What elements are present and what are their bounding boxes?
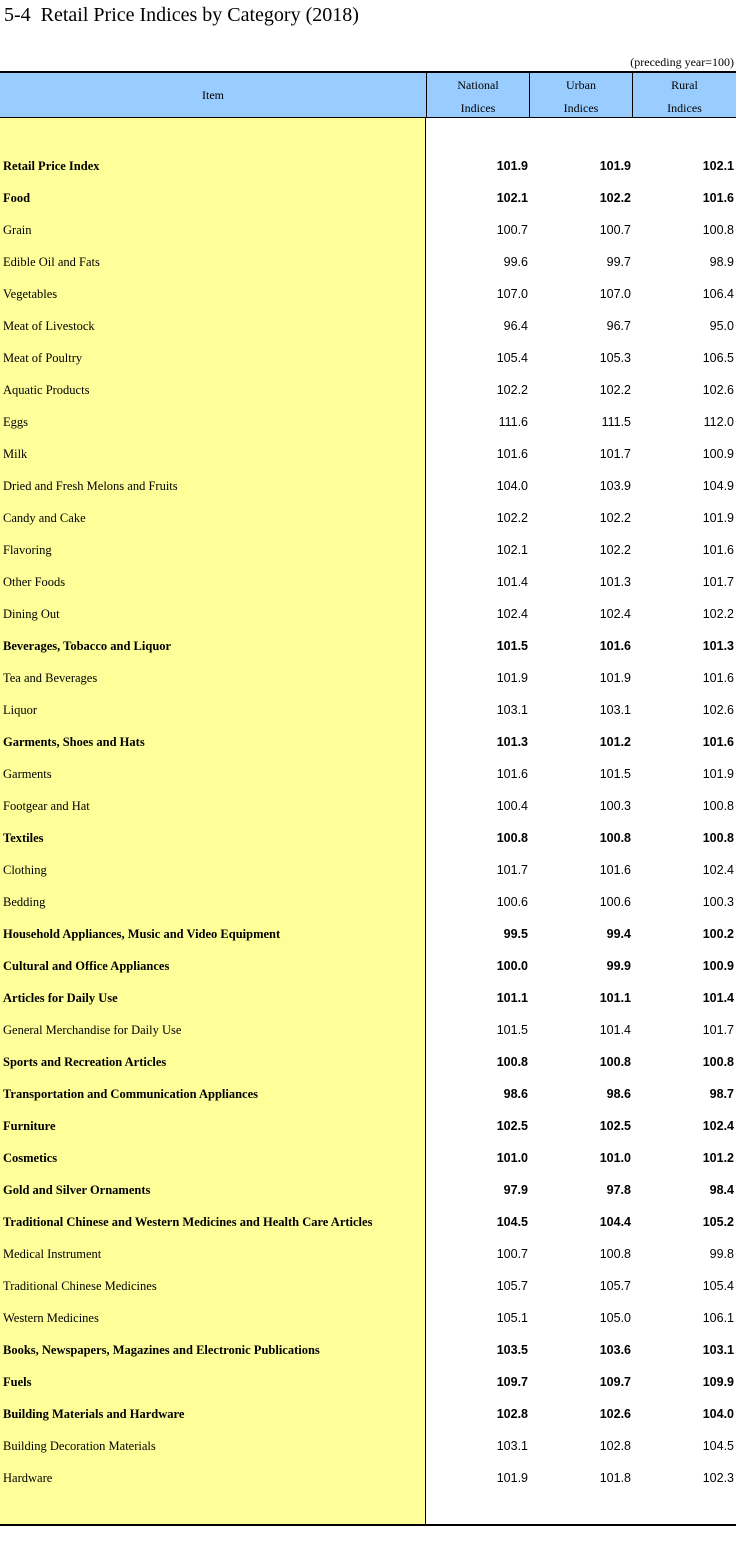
table-row <box>0 982 736 1014</box>
row-item-name: Retail Price Index <box>3 159 100 173</box>
table-row <box>0 150 736 182</box>
row-urban-value: 102.4 <box>599 607 631 621</box>
row-rural-value: 103.1 <box>702 1343 734 1357</box>
table-row <box>0 790 736 822</box>
row-urban-value: 96.7 <box>606 319 631 333</box>
row-item-name: Meat of Livestock <box>3 319 95 333</box>
row-urban-value: 103.1 <box>599 703 631 717</box>
table-row <box>0 1206 736 1238</box>
row-item-name: Articles for Daily Use <box>3 991 118 1005</box>
row-item-name: Furniture <box>3 1119 56 1133</box>
row-rural-value: 101.2 <box>702 1151 734 1165</box>
table-bottom-rule <box>0 1524 736 1526</box>
row-national-value: 100.0 <box>496 959 528 973</box>
table-row <box>0 246 736 278</box>
table-row <box>0 374 736 406</box>
row-rural-value: 105.2 <box>702 1215 734 1229</box>
row-urban-value: 100.8 <box>599 831 631 845</box>
row-item-name: Clothing <box>3 863 47 877</box>
row-urban-value: 101.9 <box>599 671 631 685</box>
row-urban-value: 99.7 <box>606 255 631 269</box>
header-national-line1: National <box>457 78 499 92</box>
row-urban-value: 101.2 <box>599 735 631 749</box>
row-rural-value: 106.1 <box>702 1311 734 1325</box>
row-urban-value: 103.6 <box>599 1343 631 1357</box>
row-item-name: Cultural and Office Appliances <box>3 959 170 973</box>
row-item-name: Western Medicines <box>3 1311 99 1325</box>
row-national-value: 99.5 <box>503 927 528 941</box>
row-rural-value: 101.6 <box>702 543 734 557</box>
table-row <box>0 342 736 374</box>
header-national-line2: Indices <box>460 101 496 115</box>
row-item-name: Liquor <box>3 703 38 717</box>
row-rural-value: 98.4 <box>709 1183 734 1197</box>
row-item-name: Cosmetics <box>3 1151 58 1165</box>
row-urban-value: 101.6 <box>599 639 631 653</box>
row-rural-value: 101.6 <box>702 671 734 685</box>
row-item-name: Hardware <box>3 1471 53 1485</box>
table-row <box>0 886 736 918</box>
header-national <box>426 73 529 118</box>
row-item-name: Grain <box>3 223 32 237</box>
row-urban-value: 109.7 <box>599 1375 631 1389</box>
row-item-name: Edible Oil and Fats <box>3 255 100 269</box>
row-urban-value: 101.4 <box>599 1023 631 1037</box>
table-row <box>0 310 736 342</box>
row-national-value: 101.5 <box>496 639 528 653</box>
row-national-value: 102.2 <box>496 511 528 525</box>
row-national-value: 100.8 <box>496 1055 528 1069</box>
row-national-value: 101.4 <box>496 575 528 589</box>
row-national-value: 100.6 <box>496 895 528 909</box>
header-item: Item <box>202 88 224 102</box>
row-rural-value: 100.8 <box>702 831 734 845</box>
row-rural-value: 104.9 <box>702 479 734 493</box>
row-rural-value: 100.8 <box>702 1055 734 1069</box>
row-national-value: 100.4 <box>496 799 528 813</box>
row-national-value: 101.3 <box>496 735 528 749</box>
row-national-value: 104.0 <box>496 479 528 493</box>
row-urban-value: 102.2 <box>599 191 631 205</box>
table-row <box>0 1366 736 1398</box>
row-national-value: 103.1 <box>496 1439 528 1453</box>
row-rural-value: 106.4 <box>702 287 734 301</box>
row-rural-value: 100.8 <box>702 799 734 813</box>
row-rural-value: 102.3 <box>702 1471 734 1485</box>
table-row <box>0 1334 736 1366</box>
row-national-value: 111.6 <box>498 415 528 429</box>
table-row <box>0 1398 736 1430</box>
row-rural-value: 102.6 <box>702 383 734 397</box>
row-national-value: 100.7 <box>496 1247 528 1261</box>
header-urban-line1: Urban <box>566 78 596 92</box>
table-row <box>0 182 736 214</box>
row-item-name: Beverages, Tobacco and Liquor <box>3 639 172 653</box>
row-urban-value: 102.2 <box>599 511 631 525</box>
table-row <box>0 470 736 502</box>
row-item-name: Fuels <box>3 1375 32 1389</box>
row-national-value: 102.2 <box>496 383 528 397</box>
row-national-value: 102.5 <box>496 1119 528 1133</box>
table-row <box>0 1238 736 1270</box>
header-rural <box>632 73 736 118</box>
row-item-name: Milk <box>3 447 28 461</box>
row-rural-value: 98.9 <box>709 255 734 269</box>
row-rural-value: 101.3 <box>702 639 734 653</box>
row-rural-value: 100.8 <box>702 223 734 237</box>
row-rural-value: 101.7 <box>702 575 734 589</box>
row-urban-value: 102.8 <box>599 1439 631 1453</box>
row-urban-value: 100.8 <box>599 1247 631 1261</box>
row-urban-value: 107.0 <box>599 287 631 301</box>
table-row <box>0 950 736 982</box>
row-rural-value: 102.6 <box>702 703 734 717</box>
table-row <box>0 1078 736 1110</box>
table-row <box>0 502 736 534</box>
table-row <box>0 662 736 694</box>
table-row <box>0 630 736 662</box>
table-body <box>0 150 736 1494</box>
row-rural-value: 100.9 <box>702 447 734 461</box>
row-urban-value: 111.5 <box>601 415 631 429</box>
row-rural-value: 105.4 <box>702 1279 734 1293</box>
row-item-name: Vegetables <box>3 287 58 301</box>
row-national-value: 103.1 <box>496 703 528 717</box>
row-item-name: Building Decoration Materials <box>3 1439 156 1453</box>
row-urban-value: 105.7 <box>599 1279 631 1293</box>
row-urban-value: 100.3 <box>599 799 631 813</box>
row-national-value: 101.6 <box>496 767 528 781</box>
row-national-value: 101.0 <box>496 1151 528 1165</box>
table-row <box>0 854 736 886</box>
row-item-name: Transportation and Communication Appliances <box>3 1087 259 1101</box>
row-national-value: 102.4 <box>496 607 528 621</box>
row-national-value: 101.6 <box>496 447 528 461</box>
row-rural-value: 100.2 <box>702 927 734 941</box>
page-title: 5-4 Retail Price Indices by Category (2018) <box>4 4 359 26</box>
row-rural-value: 100.9 <box>702 959 734 973</box>
table-row <box>0 214 736 246</box>
row-item-name: Dining Out <box>3 607 60 621</box>
row-urban-value: 102.5 <box>599 1119 631 1133</box>
row-item-name: Books, Newspapers, Magazines and Electronic Publications <box>3 1343 320 1357</box>
row-urban-value: 101.3 <box>599 575 631 589</box>
table-row <box>0 822 736 854</box>
table-row <box>0 758 736 790</box>
header-urban <box>529 73 632 118</box>
row-national-value: 105.7 <box>496 1279 528 1293</box>
row-item-name: Garments <box>3 767 52 781</box>
row-item-name: Traditional Chinese and Western Medicines and Health Care Articles <box>3 1215 373 1229</box>
price-index-table <box>0 71 736 1526</box>
row-urban-value: 105.0 <box>599 1311 631 1325</box>
header-urban-line2: Indices <box>563 101 599 115</box>
row-national-value: 103.5 <box>496 1343 528 1357</box>
row-rural-value: 100.3 <box>702 895 734 909</box>
row-item-name: Textiles <box>3 831 44 845</box>
table-row <box>0 406 736 438</box>
row-urban-value: 101.7 <box>599 447 631 461</box>
row-rural-value: 101.9 <box>702 511 734 525</box>
row-item-name: Sports and Recreation Articles <box>3 1055 167 1069</box>
row-urban-value: 103.9 <box>599 479 631 493</box>
row-item-name: Food <box>3 191 31 205</box>
row-rural-value: 101.9 <box>702 767 734 781</box>
row-urban-value: 98.6 <box>606 1087 631 1101</box>
row-national-value: 101.9 <box>496 671 528 685</box>
row-national-value: 100.8 <box>496 831 528 845</box>
table-row <box>0 566 736 598</box>
row-rural-value: 99.8 <box>709 1247 734 1261</box>
row-urban-value: 102.6 <box>599 1407 631 1421</box>
row-rural-value: 98.7 <box>709 1087 734 1101</box>
row-rural-value: 104.0 <box>702 1407 734 1421</box>
row-item-name: Bedding <box>3 895 46 909</box>
row-item-name: Gold and Silver Ornaments <box>3 1183 151 1197</box>
row-item-name: Eggs <box>3 415 28 429</box>
table-row <box>0 598 736 630</box>
row-rural-value: 102.4 <box>702 863 734 877</box>
row-rural-value: 102.1 <box>702 159 734 173</box>
unit-note: (preceding year=100) <box>630 55 734 69</box>
row-rural-value: 112.0 <box>703 415 734 429</box>
header-rural-line1: Rural <box>671 78 698 92</box>
row-urban-value: 99.9 <box>606 959 631 973</box>
row-item-name: Garments, Shoes and Hats <box>3 735 145 749</box>
table-row <box>0 694 736 726</box>
row-national-value: 101.7 <box>496 863 528 877</box>
table-row <box>0 1014 736 1046</box>
row-national-value: 102.8 <box>496 1407 528 1421</box>
table-row <box>0 1462 736 1494</box>
row-national-value: 105.1 <box>496 1311 528 1325</box>
table-row <box>0 1430 736 1462</box>
table-row <box>0 534 736 566</box>
row-national-value: 101.9 <box>496 1471 528 1485</box>
row-national-value: 99.6 <box>503 255 528 269</box>
table-row <box>0 1302 736 1334</box>
row-item-name: Tea and Beverages <box>3 671 98 685</box>
row-item-name: Aquatic Products <box>3 383 90 397</box>
row-urban-value: 104.4 <box>599 1215 631 1229</box>
row-urban-value: 102.2 <box>599 383 631 397</box>
row-urban-value: 101.8 <box>599 1471 631 1485</box>
row-national-value: 101.9 <box>496 159 528 173</box>
row-rural-value: 102.2 <box>702 607 734 621</box>
row-item-name: Building Materials and Hardware <box>3 1407 185 1421</box>
row-item-name: Traditional Chinese Medicines <box>3 1279 157 1293</box>
row-urban-value: 100.8 <box>599 1055 631 1069</box>
row-national-value: 101.1 <box>496 991 528 1005</box>
table-row <box>0 726 736 758</box>
row-rural-value: 95.0 <box>709 319 734 333</box>
row-item-name: Candy and Cake <box>3 511 86 525</box>
table-row <box>0 438 736 470</box>
table-row <box>0 1046 736 1078</box>
row-item-name: Medical Instrument <box>3 1247 102 1261</box>
row-rural-value: 109.9 <box>702 1375 734 1389</box>
row-urban-value: 97.8 <box>606 1183 631 1197</box>
row-item-name: Flavoring <box>3 543 52 557</box>
row-rural-value: 106.5 <box>702 351 734 365</box>
row-national-value: 98.6 <box>503 1087 528 1101</box>
row-item-name: Household Appliances, Music and Video Equipment <box>3 927 281 941</box>
row-national-value: 107.0 <box>496 287 528 301</box>
row-urban-value: 102.2 <box>599 543 631 557</box>
table-row <box>0 1174 736 1206</box>
row-national-value: 102.1 <box>496 191 528 205</box>
row-urban-value: 101.6 <box>599 863 631 877</box>
row-national-value: 104.5 <box>496 1215 528 1229</box>
row-item-name: General Merchandise for Daily Use <box>3 1023 182 1037</box>
row-urban-value: 101.9 <box>599 159 631 173</box>
row-urban-value: 105.3 <box>599 351 631 365</box>
table-row <box>0 278 736 310</box>
row-rural-value: 101.6 <box>702 191 734 205</box>
row-national-value: 96.4 <box>503 319 528 333</box>
row-urban-value: 101.5 <box>599 767 631 781</box>
row-national-value: 102.1 <box>496 543 528 557</box>
row-national-value: 101.5 <box>496 1023 528 1037</box>
table-row <box>0 1110 736 1142</box>
header-rural-line2: Indices <box>667 101 702 115</box>
row-urban-value: 100.6 <box>599 895 631 909</box>
table-row <box>0 1142 736 1174</box>
row-urban-value: 99.4 <box>606 927 631 941</box>
table-header <box>0 71 736 118</box>
row-urban-value: 101.0 <box>599 1151 631 1165</box>
row-national-value: 105.4 <box>496 351 528 365</box>
row-item-name: Dried and Fresh Melons and Fruits <box>3 479 178 493</box>
row-item-name: Other Foods <box>3 575 66 589</box>
row-national-value: 109.7 <box>496 1375 528 1389</box>
row-national-value: 100.7 <box>496 223 528 237</box>
row-rural-value: 101.4 <box>702 991 734 1005</box>
row-urban-value: 100.7 <box>599 223 631 237</box>
row-item-name: Footgear and Hat <box>3 799 90 813</box>
row-item-name: Meat of Poultry <box>3 351 83 365</box>
row-rural-value: 102.4 <box>702 1119 734 1133</box>
row-rural-value: 101.7 <box>702 1023 734 1037</box>
row-national-value: 97.9 <box>503 1183 528 1197</box>
table-row <box>0 918 736 950</box>
row-urban-value: 101.1 <box>599 991 631 1005</box>
table-row <box>0 1270 736 1302</box>
row-rural-value: 101.6 <box>702 735 734 749</box>
row-rural-value: 104.5 <box>702 1439 734 1453</box>
